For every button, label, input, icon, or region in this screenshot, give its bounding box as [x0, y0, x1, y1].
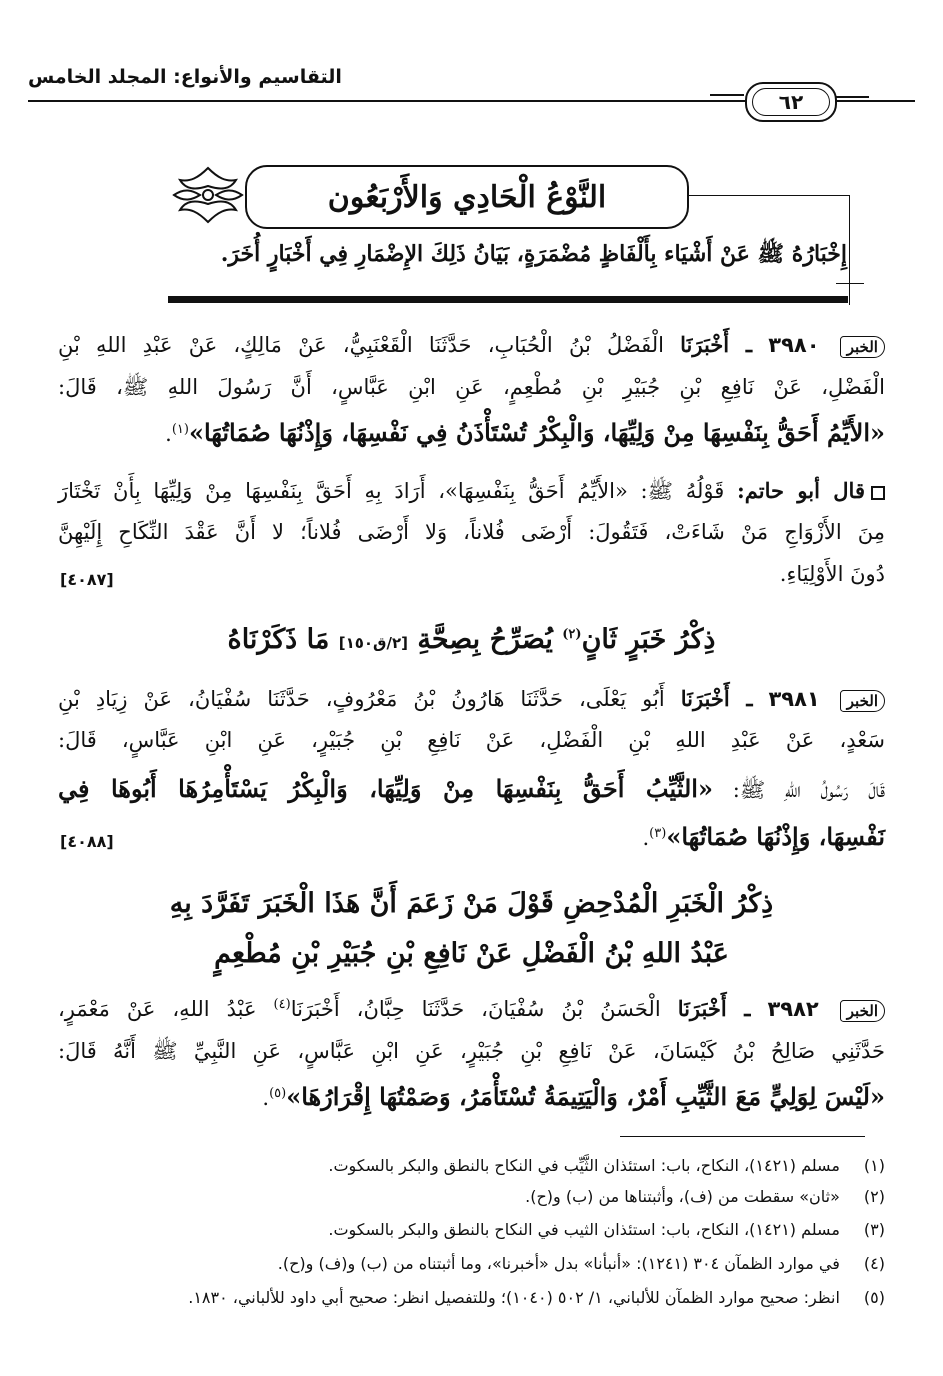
hadith-3980-matn-line: «الأَيِّمُ أَحَقُّ بِنَفْسِهَا مِنْ وَلِيِّهَا، وَالْبِكْرُ تُسْتَأْذَنُ فِي نَفْسِهَا، وَإِذْنُهَا صُمَاتُهَا»$^{(١)}$.	[165, 418, 885, 447]
manuscript-marker: [٢/ق١٥٠]	[338, 634, 408, 652]
running-title: التقاسيم والأنواع: المجلد الخامس	[28, 66, 342, 88]
section-title-1	[58, 624, 885, 655]
footnote-text: «ثان» سقطت من (ف)، وأثبتناها من (ب) و(ح).	[525, 1187, 840, 1206]
section-title-2-line-2: عَبْدُ اللهِ بْنُ الْفَضْلِ عَنْ نَافِعِ بْنِ جُبَيْرِ بْنِ مُطْعِمٍ	[214, 938, 729, 969]
section-title-part-b: يُصَرِّحُ بِصِحَّةِ	[417, 624, 553, 655]
footnote-marker: (٢)	[562, 627, 582, 642]
chapter-thick-rule	[168, 296, 848, 303]
hadith-number: ٣٩٨٢	[767, 997, 819, 1021]
chapter-title-box	[245, 165, 689, 229]
footnote-marker: (٤)	[273, 997, 291, 1012]
hadith-3981-line-4: نَفْسِهَا، وَإِذْنُهَا صُمَاتُهَا»$^{(٣)}$.	[642, 822, 885, 851]
footnote-marker: (١)	[171, 422, 189, 437]
hadith-3982-matn-line: «لَيْسَ لِوَلِيٍّ مَعَ الثَّيِّبِ أَمْرٌ، وَالْيَتِيمَةُ تُسْتَأْمَرُ، وَصَمْتُهَا إِقْرَارُهَا»$^{(٥)}$.	[262, 1082, 885, 1111]
footnote-1	[58, 1156, 885, 1175]
footnote-4	[58, 1254, 885, 1273]
header-dash-left	[710, 94, 744, 96]
hadith-3982-line-1	[58, 996, 885, 1022]
chapter-frame-bottom	[836, 283, 864, 284]
footnote-5	[58, 1288, 885, 1307]
hadith-isnad: أَبُو يَعْلَى، حَدَّثَنَا هَارُونُ بْنُ مَعْرُوفٍ، حَدَّثَنَا سُفْيَانُ، عَنْ زِيَادِ بْنِ	[58, 687, 665, 711]
footnote-marker: (٣)	[649, 826, 667, 841]
header-dash-right	[835, 96, 869, 98]
comment-line-3: دُونَ الأَوْلِيَاءِ.	[779, 562, 885, 586]
chapter-frame-top	[685, 195, 849, 196]
footnote-text: في موارد الظمآن ٣٠٤ (١٢٤١): «أنبأنا» بدل «أخبرنا»، وما أثبتناه من (ب) و(ف) و(ح).	[277, 1254, 840, 1273]
footnote-2	[58, 1187, 885, 1206]
comment-line-2: مِنَ الأَزْوَاجِ مَنْ شَاءَتْ، فَتَقُولَ: أَرْضَى فُلاناً، وَلا أَرْضَى فُلاناً؛ لا أَنَّ عَقْدَ النِّكَاحِ إِلَيْهِنَّ	[58, 520, 885, 544]
comment-text: قَوْلُهُ ﷺ: «الأَيِّمُ أَحَقُّ بِنَفْسِهَا»، أَرَادَ بِهِ أَحَقَّ بِنَفْسِهَا مِنْ وَلِيِّهَا بِأَنْ تَخْتَارَ	[58, 479, 725, 503]
reference-number: [٤٠٨٧]	[60, 570, 114, 589]
hadith-matn: «الثَّيِّبُ أَحَقُّ بِنَفْسِهَا مِنْ وَلِيِّهَا، وَالْبِكْرُ يَسْتَأْمِرُهَا أَبُوهَا فِي	[58, 774, 713, 803]
hadith-3980-line-1	[58, 332, 885, 358]
hadith-badge-icon: الخبر	[840, 336, 885, 358]
reference-number: [٤٠٨٨]	[60, 832, 114, 851]
square-marker-icon	[871, 486, 885, 500]
page-number: ٦٢	[752, 88, 830, 116]
hadith-matn: «لَيْسَ لِوَلِيٍّ مَعَ الثَّيِّبِ أَمْرٌ، وَالْيَتِيمَةُ تُسْتَأْمَرُ، وَصَمْتُهَا إِقْرَارُهَا»	[286, 1082, 885, 1111]
page-number-badge	[745, 82, 837, 122]
hadith-badge-icon: الخبر	[840, 1000, 885, 1022]
hadith-3980-line-2: الْفَضْلِ، عَنْ نَافِعِ بْنِ جُبَيْرِ بْنِ مُطْعِمٍ، عَنِ ابْنِ عَبَّاسٍ، أَنَّ رَسُولَ اللهِ ﷺ، قَالَ:	[58, 375, 885, 399]
section-title-part-c: مَا ذَكَرْنَاهُ	[227, 624, 330, 655]
hadith-3981-line-3	[58, 774, 885, 808]
chapter-title: النَّوْعُ الْحَادِي وَالأَرْبَعُون	[327, 179, 607, 215]
footnote-rule	[620, 1136, 865, 1137]
hadith-narration-lead: قَالَ رَسُولُ اللهِ ﷺ:	[732, 778, 885, 802]
footnote-text: مسلم (١٤٢١)، النكاح، باب: استئذان الثيب في النكاح بالنطق والبكر بالسكوت.	[328, 1220, 840, 1239]
chapter-frame-right	[849, 195, 850, 305]
hadith-3981-line-2: سَعْدٍ، عَنْ عَبْدِ اللهِ بْنِ الْفَضْلِ، عَنْ نَافِعِ بْنِ جُبَيْرٍ، عَنِ ابْنِ عَبَّاسٍ، قَالَ:	[58, 728, 885, 752]
footnote-number: (٤)	[863, 1254, 885, 1273]
footnote-marker: (٥)	[269, 1086, 287, 1101]
section-title-part-a: ذِكْرُ خَبَرٍ ثَانٍ	[581, 624, 716, 655]
floral-ornament-icon	[168, 160, 248, 230]
hadith-lead: ـ أَخْبَرَنَا	[680, 686, 753, 711]
footnote-number: (١)	[863, 1156, 885, 1175]
hadith-lead: ـ أَخْبَرَنَا	[680, 332, 753, 357]
hadith-3981-line-1	[58, 686, 885, 712]
hadith-isnad-a: الْحَسَنُ بْنُ سُفْيَانَ، حَدَّثَنَا حِبَّانُ، أَخْبَرَنَا	[290, 997, 661, 1021]
comment-lead: قال أبو حاتم:	[737, 478, 865, 503]
footnote-number: (٣)	[863, 1220, 885, 1239]
hadith-3982-line-2: حَدَّثَنِي صَالِحُ بْنُ كَيْسَانَ، عَنْ نَافِعِ بْنِ جُبَيْرٍ، عَنِ ابْنِ عَبَّاسٍ، عَنِ النَّبِيِّ ﷺ أَنَّهُ قَالَ:	[58, 1039, 885, 1063]
footnote-3	[58, 1220, 885, 1239]
hadith-number: ٣٩٨١	[768, 687, 820, 711]
footnote-number: (٥)	[863, 1288, 885, 1307]
footnote-text: انظر: صحيح موارد الظمآن للألباني، ١/ ٥٠٢ (١٠٤٠)؛ وللتفصيل انظر: صحيح أبي داود للألباني، ١٨٣٠.	[188, 1288, 840, 1307]
comment-line-1	[58, 478, 885, 509]
chapter-subtitle: إِخْبَارُهُ ﷺ عَنْ أَشْيَاء بِأَلْفَاظٍ مُضْمَرَةٍ، بَيَانُ ذَلِكَ الإِضْمَارِ فِي أَخْبَارٍ أُخَرَ.	[220, 241, 847, 267]
hadith-isnad-b: عَبْدُ اللهِ، عَنْ مَعْمَرٍ،	[58, 997, 257, 1021]
hadith-matn-cont: نَفْسِهَا، وَإِذْنُهَا صُمَاتُهَا»	[666, 822, 885, 851]
section-title-2-line-1: ذِكْرُ الْخَبَرِ الْمُدْحِضِ قَوْلَ مَنْ زَعَمَ أَنَّ هَذَا الْخَبَرَ تَفَرَّدَ بِهِ	[169, 888, 774, 919]
hadith-lead: ـ أَخْبَرَنَا	[677, 996, 751, 1021]
hadith-badge-icon: الخبر	[840, 690, 885, 712]
footnote-number: (٢)	[863, 1187, 885, 1206]
hadith-isnad: الْفَضْلُ بْنُ الْحُبَابِ، حَدَّثَنَا الْقَعْنَبِيُّ، عَنْ مَالِكٍ، عَنْ عَبْدِ اللهِ بْنِ	[58, 333, 664, 357]
hadith-matn: «الأَيِّمُ أَحَقُّ بِنَفْسِهَا مِنْ وَلِيِّهَا، وَالْبِكْرُ تُسْتَأْذَنُ فِي نَفْسِهَا، وَإِذْنُهَا صُمَاتُهَا»	[188, 418, 885, 447]
hadith-number: ٣٩٨٠	[768, 333, 820, 357]
footnote-text: مسلم (١٤٢١)، النكاح، باب: استئذان الثَّيِّب في النكاح بالنطق والبكر بالسكوت.	[328, 1156, 840, 1175]
